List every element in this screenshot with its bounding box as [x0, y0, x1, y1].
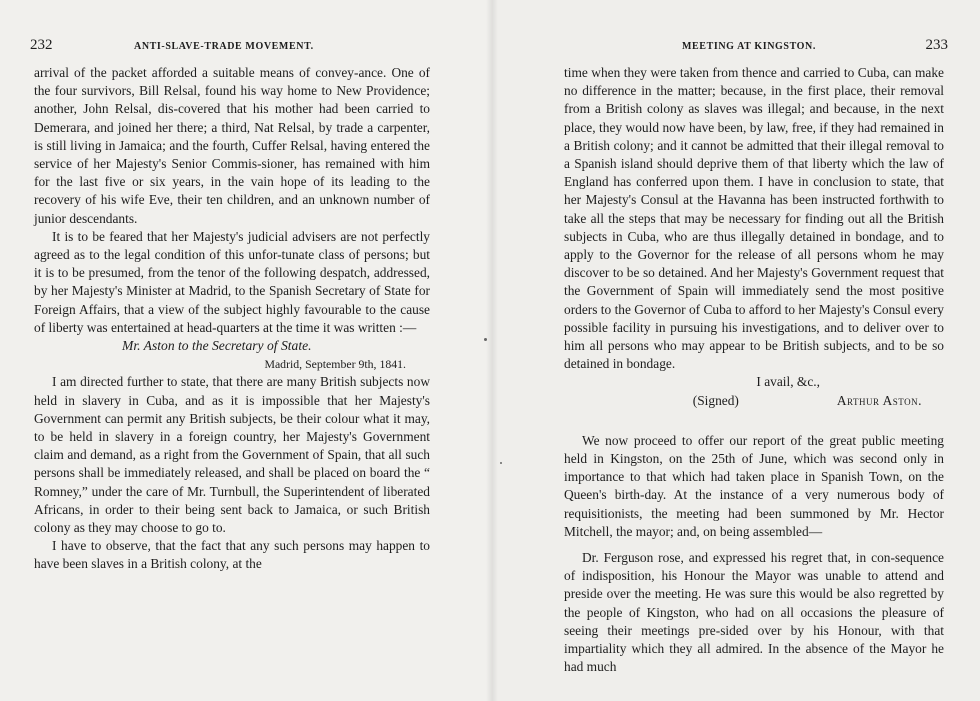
letter-heading: Mr. Aston to the Secretary of State.: [122, 338, 312, 354]
right-page-header: [548, 36, 948, 54]
left-page-header: [30, 36, 450, 54]
letter-paragraph: I am directed further to state, that there are many British subjects now held in slavery in Cuba, and as it is impossible that her Majesty's Government can permit any British subjects, be their colour what it may, to be held in slavery in a foreign country, her Majesty's Government claim and demand, as a right from the Government of Spain, that all such persons shall be immediately released, and shall be placed on board the “ Romney,” under the care of Mr. Turnbull, the Superintendent of liberated Africans, in order to their being sent back to Jamaica, or such British colony as they may choose to go to.: [34, 374, 430, 536]
paragraph: We now proceed to offer our report of the great public meeting held in Kingston, on the 25th of June, which was second only in importance to that which had taken place in Spanish Town, on the Queen's birth-day. At the instance of a very numerous body of requisitionists, the meeting had been summoned by Mr. Hector Mitchell, the mayor; and, on being assembled—: [564, 432, 944, 539]
right-running-head: MEETING AT KINGSTON.: [682, 41, 816, 52]
letter-signature-line: [564, 392, 944, 410]
paragraph: arrival of the packet afforded a suitable means of convey-ance. One of the four survivors, Bill Relsal, found his way home to New Providence; another, John Relsal, dis-covered that his mother had been carried to Demerara, and joined her there; a third, Nat Relsal, by trade a carpenter, is still living in Jamaica; and the fourth, Cuffer Relsal, having entered the service of her Majesty's Senior Commis-sioner, has remained with him for the last five or six years, in the vain hope of its leading to the recovery of his wife Eve, their ten children, and an unknown number of junior descendants.: [34, 65, 430, 226]
letter-dateline: Madrid, September 9th, 1841.: [264, 357, 406, 372]
paper-speck: [484, 338, 487, 341]
paper-speck: [500, 462, 502, 464]
letter-closing: I avail, &c.,: [756, 374, 820, 390]
paragraph: It is to be feared that her Majesty's judicial advisers are not perfectly agreed as to the legal condition of this unfor-tunate class of persons; but it is to be presumed, from the tenor of the following despatch, addressed, by her Majesty's Minister at Madrid, to the Spanish Secretary of State for Foreign Affairs, that a view of the subject highly favourable to the cause of liberty was entertained at head-quarters at the time it was written :—: [34, 228, 430, 335]
right-page: [492, 0, 980, 701]
signatory-name: Arthur Aston.: [836, 392, 922, 408]
page-gutter: [486, 0, 498, 701]
right-page-body: [564, 64, 944, 677]
paragraph: Dr. Ferguson rose, and expressed his regret that, in con-sequence of indisposition, his Honour the Mayor was unable to attend and preside over the meeting. He was sure this would be also regretted by the people of Kingston, who had on all occasions the pleasure of seeing their meetings pre-sided over by his Honour, with that impartiality which they all admired. In the absence of the Mayor he had much: [564, 550, 944, 675]
left-page-body: [34, 64, 430, 574]
left-running-head: ANTI-SLAVE-TRADE MOVEMENT.: [134, 41, 314, 52]
letter-paragraph: I have to observe, that the fact that any such persons may happen to have been slaves in a British colony, at the: [34, 538, 430, 572]
right-page-number: 233: [925, 37, 948, 53]
paragraph: time when they were taken from thence and carried to Cuba, can make no difference in the matter; because, in the first place, their removal from a British colony as slaves was illegal; and because, in the next place, they would now have been, by law, free, if they had remained in a British colony; and it cannot be admitted that their illegal removal to a Spanish island should deprive them of that liberty which the law of England has conferred upon them. I have in conclusion to state, that her Majesty's Consul at the Havanna has been instructed forthwith to take all the steps that may be necessary for finding out all the British subjects in Cuba, who are thus illegally detained in bondage, and to apply to the Governor for the release of all persons whom he may discover to be so detained. And her Majesty's Government request that the Government of Spain will immediately send the most positive orders to the Governor of Cuba to afford to her Majesty's Consul every possible facility in pursuing his investigations, and to deliver over to him all persons who may appear to be British subjects, and to be so detained in bondage.: [564, 65, 944, 372]
signed-label: (Signed): [692, 392, 739, 408]
left-page-number: 232: [30, 37, 53, 53]
